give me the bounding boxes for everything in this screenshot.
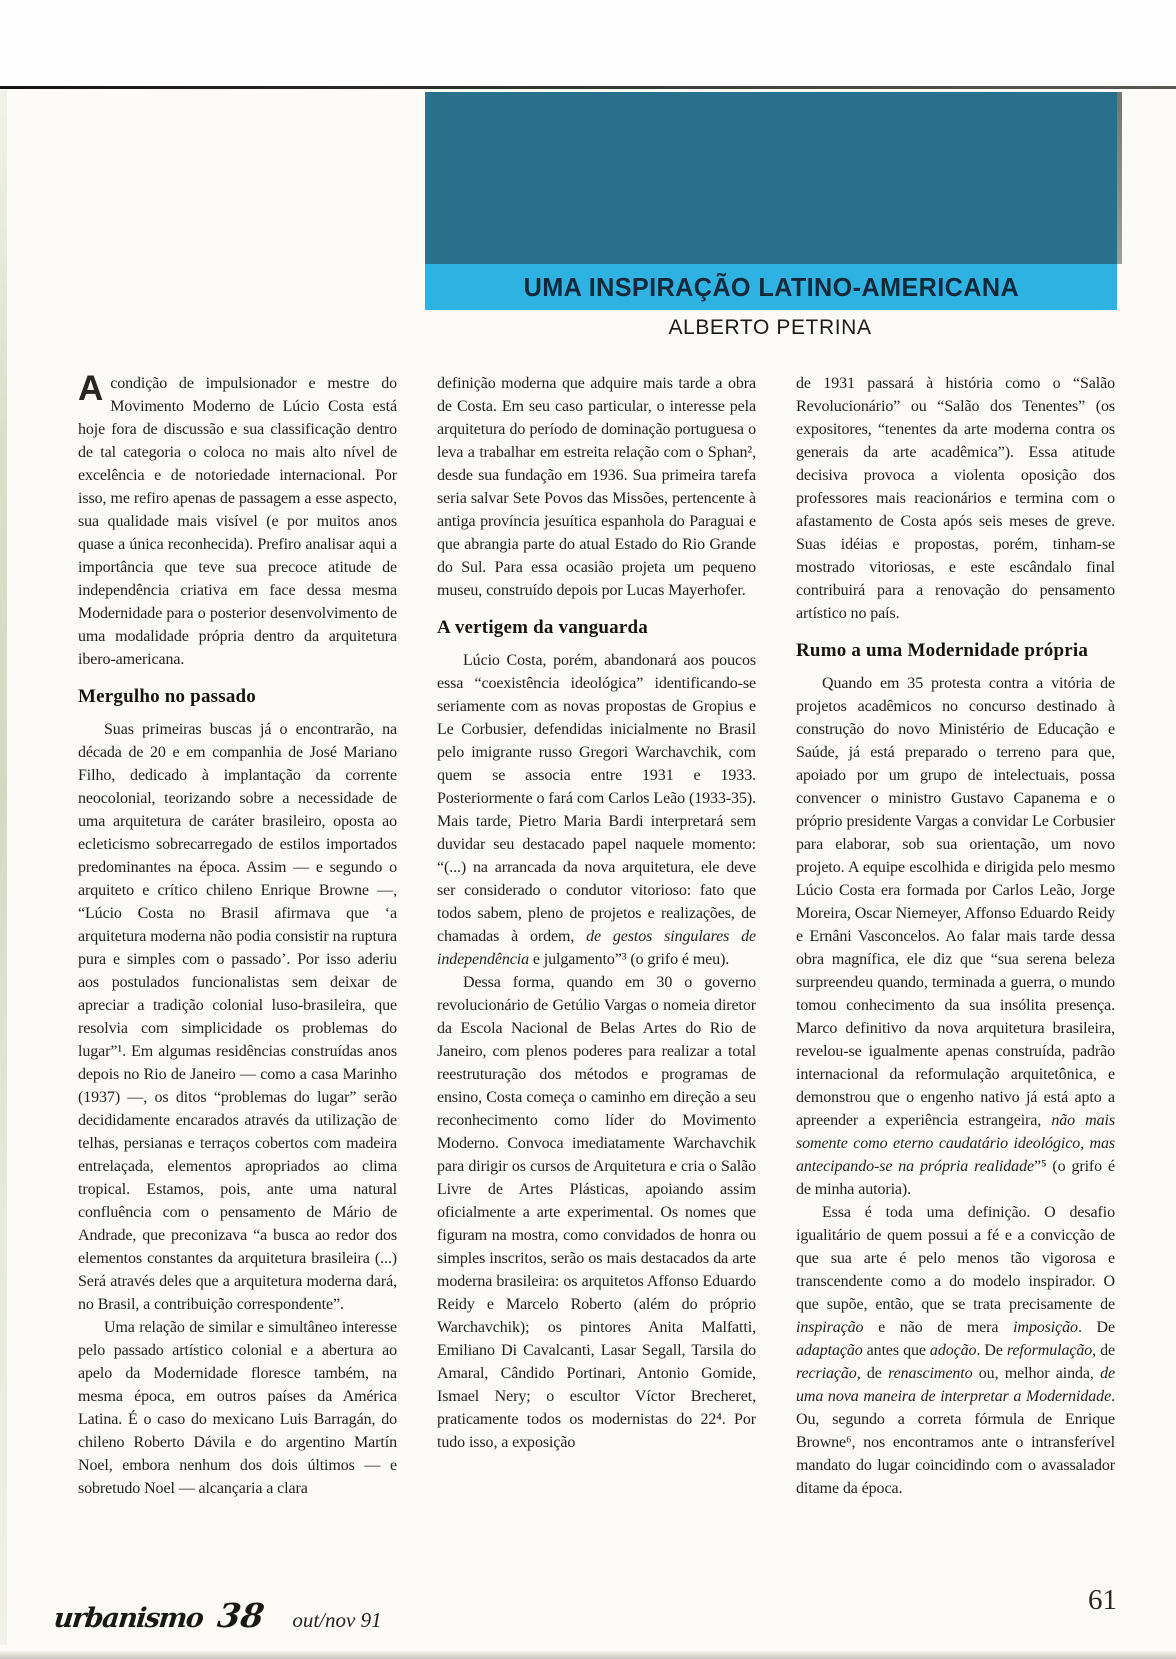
article-author: ALBERTO PETRINA — [668, 316, 872, 339]
scan-edge-strip — [0, 90, 7, 1645]
column-2 — [437, 372, 756, 1454]
header-color-block — [425, 92, 1117, 264]
body-paragraph: Lúcio Costa, porém, abandonará aos poucos essa “coexistência ideológica” identificando-se seriamente com as novas propostas de Gropius e Le Corbusier, defendidas inicialmente no Brasil pelo imigrante russo Gregori Warchavchik, com quem se associa entre 1931 e 1933. Posteriormente o fará com Carlos Leão (1933-35). Mais tarde, Pietro Maria Bardi interpretará sem duvidar seu destacado papel naquele momento: “(...) na arrancada da nova arquitetura, ele deve ser considerado o condutor vitorioso: fato que todos sabem, pleno de projetos e realizações, de chamadas à ordem, de gestos singulares de independência e julgamento”³ (o grifo é meu). — [437, 652, 756, 968]
section-heading: A vertigem da vanguarda — [437, 617, 648, 638]
body-paragraph: de 1931 passará à história como o “Salão Revolucionário” ou “Salão dos Tenentes” (os expositores, “tenentes da arte moderna contra os generais da arte acadêmica”). Essa atitude decisiva provoca a violenta oposição dos professores mais reacionários e termina com o afastamento de Costa após seis meses de greve. Suas idéias e propostas, porém, tinham-se mostrado vitoriosas, e este escândalo final contribuirá para a renovação do pensamento artístico no país. — [796, 375, 1115, 622]
drop-cap: A — [78, 369, 104, 408]
magazine-logo — [54, 1596, 382, 1635]
column-3 — [796, 372, 1115, 1500]
body-paragraph: Essa é toda uma definição. O desafio igualitário de quem possui a fé e a convicção de que sua arte é pelo menos tão vigorosa e transcendente como a do modelo inspirador. O que supõe, então, que se trata precisamente de inspiração e não de mera imposição. De adaptação antes que adoção. De reformulação, de recriação, de renascimento ou, melhor ainda, de uma nova maneira de interpretar a Modernidade. Ou, segundo a correta fórmula de Enrique Browne⁶, nos encontramos ante o intransferível mandato do lugar coincidindo com o avassalador ditame da época. — [796, 1204, 1115, 1497]
scan-edge-line — [0, 86, 1176, 89]
section-heading: Rumo a uma Modernidade própria — [796, 640, 1089, 661]
body-paragraph: Dessa forma, quando em 30 o governo revolucionário de Getúlio Vargas o nomeia diretor da Escola Nacional de Belas Artes do Rio de Janeiro, com plenos poderes para realizar a total reestruturação dos métodos e programas de ensino, Costa começa o caminho em direção a seu reconhecimento como líder do Movimento Moderno. Convoca imediatamente Warchavchik para dirigir os cursos de Arquitetura e cria o Salão Livre de Artes Plásticas, apoiando assim oficialmente a arte experimental. Os nomes que figuram na mostra, como convidados de honra ou simples inscritos, serão os mais destacados da arte moderna brasileira: os arquitetos Affonso Eduardo Reidy e Marcelo Roberto (além do próprio Warchavchik); os pintores Anita Malfatti, Emiliano Di Cavalcanti, Lasar Segall, Tarsila do Amaral, Cândido Portinari, Antonio Gomide, Ismael Nery; o escultor Víctor Brecheret, praticamente todos os modernistas do 22⁴. Por tudo isso, a exposição — [437, 974, 756, 1451]
body-paragraph: definição moderna que adquire mais tarde a obra de Costa. Em seu caso particular, o interesse pela arquitetura do período de dominação portuguesa o leva a trabalhar em estreita relação com o Sphan², desde sua fundação em 1936. Sua primeira tarefa seria salvar Sete Povos das Missões, pertencente à antiga província jesuítica espanhola do Paraguai e que abrangia parte do atual Estado do Rio Grande do Sul. Para essa ocasião projeta um pequeno museu, construído depois por Lucas Mayerhofer. — [437, 375, 756, 599]
body-paragraph: Acondição de impulsionador e mestre do Movimento Moderno de Lúcio Costa está hoje fora de discussão e sua classificação dentro de tal categoria o coloca no mais alto nível de excelência e de notoriedade internacional. Por isso, me refiro apenas de passagem a esse aspecto, sua qualidade mais visível (e por muitos anos quase a única reconhecida). Prefiro analisar aqui a importância que teve sua precoce atitude de independência criativa em face dessa mesma Modernidade para o posterior desenvolvimento de uma modalidade própria dentro da arquitetura ibero-americana. — [78, 369, 397, 668]
magazine-name: urbanismo — [52, 1603, 205, 1634]
body-paragraph: Suas primeiras buscas já o encontrarão, na década de 20 e em companhia de José Mariano Filho, dedicado à implantação da corrente neocolonial, teorizando sobre a necessidade de uma arquitetura de caráter brasileiro, oposta ao ecleticismo sobrecarregado de estilos importados predominantes na época. Assim — e segundo o arquiteto e crítico chileno Enrique Browne —, “Lúcio Costa no Brasil afirmava que ‘a arquitetura moderna não podia consistir na ruptura pura e simples com o passado’. Por isso aderiu aos postulados funcionalistas sem deixar de apreciar a tradição colonial luso-brasileira, que resolvia com simplicidade os problemas do lugar”¹. Em algumas residências construídas anos depois no Rio de Janeiro — como a casa Marinho (1937) —, os ditos “problemas do lugar” serão decididamente encarados através da utilização de telhas, persianas e terraços cobertos com madeira entrelaçada, elementos apropriados ao clima tropical. Estamos, pois, ante uma natural confluência com o pensamento de Mário de Andrade, que preconizava “a busca ao redor dos elementos constantes da arquitetura brasileira (...) Será através deles que a arquitetura moderna dará, no Brasil, a contribuição correspondente”. — [78, 721, 397, 1313]
magazine-issue-date: out/nov 91 — [292, 1608, 382, 1632]
article-header — [425, 92, 1117, 310]
magazine-issue-number: 38 — [215, 1596, 268, 1635]
title-strip — [425, 264, 1117, 310]
article-title: UMA INSPIRAÇÃO LATINO-AMERICANA — [523, 271, 1019, 302]
body-paragraph: Uma relação de similar e simultâneo interesse pelo passado artístico colonial e a abertura ao apelo da Modernidade floresce também, na mesma época, em outros países da América Latina. É o caso do mexicano Luis Barragán, do chileno Roberto Dávila e do argentino Martín Noel, embora nenhum dos dois últimos — e sobretudo Noel — alcançaria a clara — [78, 1319, 397, 1497]
section-heading: Mergulho no passado — [78, 686, 257, 707]
scan-bottom-shadow — [0, 1650, 1176, 1659]
scan-top-margin — [0, 0, 1176, 86]
page-number: 61 — [1088, 1584, 1117, 1616]
column-1 — [78, 369, 397, 1500]
body-paragraph: Quando em 35 protesta contra a vitória de projetos acadêmicos no concurso destinado à construção do novo Ministério de Educação e Saúde, já está preparado o terreno para que, apoiado por um grupo de intelectuais, possa convencer o ministro Gustavo Capanema e o próprio presidente Vargas a convidar Le Corbusier para elaborar, sob sua orientação, um novo projeto. A equipe escolhida e dirigida pelo mesmo Lúcio Costa era formada por Carlos Leão, Jorge Moreira, Oscar Niemeyer, Affonso Eduardo Reidy e Ernâni Vasconcelos. Ao falar mais tarde dessa obra magnífica, ele diz que “sua serena beleza surpreendeu quando, terminada a guerra, o mundo tomou conhecimento da sua insólita presença. Marco definitivo da nova arquitetura brasileira, revelou-se igualmente apenas construída, padrão internacional da reformulação arquitetônica, e demonstrou que o engenho nativo já está apto a apreender a experiência estrangeira, não mais somente como eterno caudatário ideológico, mas antecipando-se na própria realidade”⁵ (o grifo é de minha autoria). — [796, 675, 1115, 1198]
